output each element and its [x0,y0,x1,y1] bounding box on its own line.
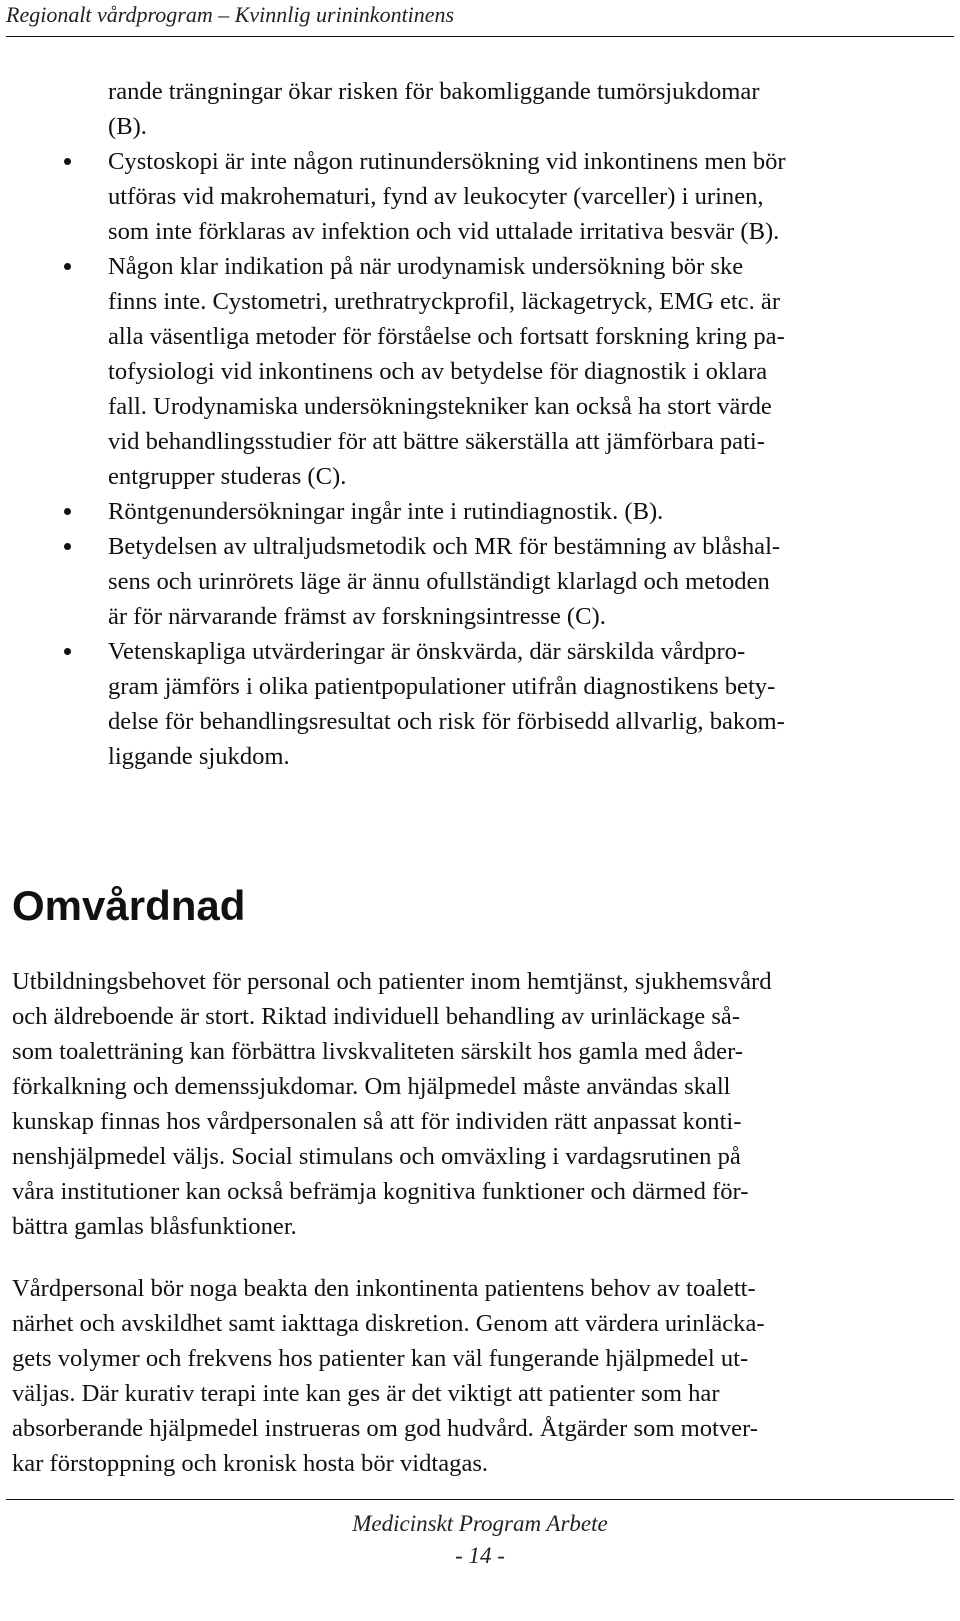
running-header [6,0,954,37]
list-item [0,634,930,774]
list-item-text: Röntgenundersökningar ingår inte i rutindiagnostik. (B). [108,498,664,525]
list-item-text: Någon klar indikation på när urodynamisk undersökning bör ske finns inte. Cystometri, urethratryckprofil, läckagetryck, EMG etc. är alla väsentliga metoder för förståelse och fortsatt forskning kring pa- tofysiologi vid inkontinens och av betydelse för diagnostik i oklara fall. Urodynamiska undersökningstekniker kan också ha stort värde vid behandlingsstudier för att bättre säkerställa att jämförbara pati- entgrupper studeras (C). [108,253,785,490]
bullet-list [0,144,960,774]
footer-program-name: Medicinskt Program Arbete [352,1511,608,1536]
running-footer [6,1499,954,1572]
list-item-text: Betydelsen av ultraljudsmetodik och MR för bestämning av blåshal- sens och urinrörets läge är ännu ofullständigt klarlagd och metoden är för närvarande främst av forskningsintresse (C). [108,533,781,630]
bullet-icon [64,543,71,550]
list-item-text: Vetenskapliga utvärderingar är önskvärda, där särskilda vårdpro- gram jämförs i olika patientpopulationer utifrån diagnostikens bety- delse för behandlingsresultat och risk för förbisedd allvarlig, bakom- liggande sjukdom. [108,638,785,770]
bullet-icon [64,508,71,515]
paragraph: Utbildningsbehovet för personal och patienter inom hemtjänst, sjukhemsvård och äldreboende är stort. Riktad individuell behandling av urinläckage så- som toaletträning kan förbättra livskvaliteten särskilt hos gamla med åder- förkalkning och demenssjukdomar. Om hjälpmedel måste användas skall kunskap finnas hos vårdpersonalen så att för individen rätt anpassat konti- nenshjälpmedel väljs. Social stimulans och omväxling i vardagsrutinen på våra institutioner kan också befrämja kognitiva funktioner och därmed för- bättra gamlas blåsfunktioner. [12,968,772,1240]
list-item [0,494,930,529]
paragraph: Vårdpersonal bör noga beakta den inkontinenta patientens behov av toalett- närhet och avskildhet samt iakttaga diskretion. Genom att värdera urinläcka- gets volymer och frekvens hos patienter kan väl fungerande hjälpmedel ut- väljas. Där kurativ terapi inte kan ges är det viktigt att patienter som har absorberande hjälpmedel instrueras om god hudvård. Åtgärder som motver- kar förstoppning och kronisk hosta bör vidtagas. [12,1275,765,1477]
bullet-icon [64,263,71,270]
list-item [0,144,930,249]
section-heading: Omvårdnad [12,882,246,929]
list-item-text: Cystoskopi är inte någon rutinundersökning vid inkontinens men bör utföras vid makrohematuri, fynd av leukocyter (varceller) i urinen, som inte förklaras av infektion och vid uttalade irritativa besvär (B). [108,148,786,245]
list-item [0,529,930,634]
page-number: - 14 - [455,1543,505,1568]
bullet-icon [64,158,71,165]
continued-text: rande trängningar ökar risken för bakomliggande tumörsjukdomar (B). [108,78,760,140]
running-header-title: Regionalt vårdprogram – Kvinnlig urininkontinens [6,2,455,27]
list-item [0,249,930,494]
bullet-icon [64,648,71,655]
